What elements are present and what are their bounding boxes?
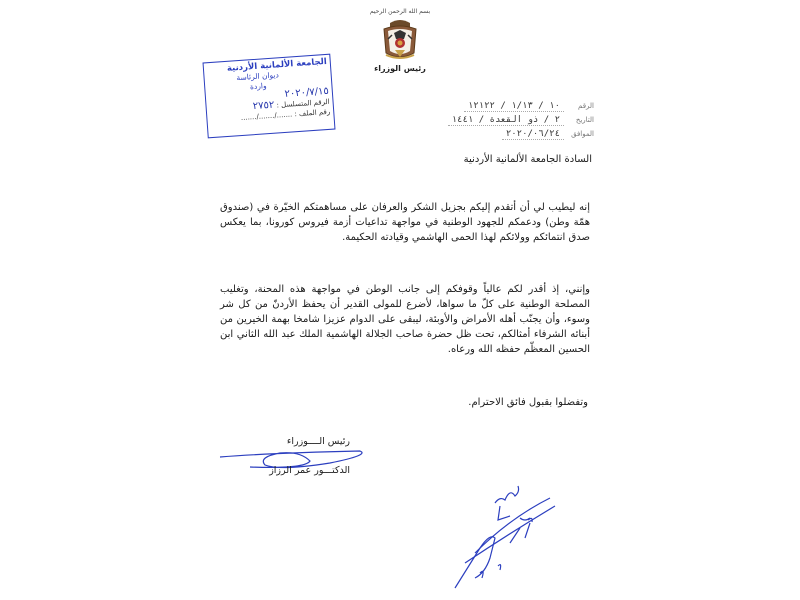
signatory-name: الدكتـــور عمر الرزاز bbox=[269, 465, 350, 476]
handwritten-note-icon bbox=[450, 478, 560, 598]
stamp-file-row: رقم الملف : ......./......./....... bbox=[240, 107, 331, 123]
closing-line: وتفضلوا بقبول فائق الاحترام. bbox=[468, 397, 588, 408]
incoming-stamp bbox=[203, 54, 336, 139]
gregorian-date-value: ٢٠٢٠/٠٦/٢٤ bbox=[502, 129, 564, 140]
signatory-title: رئيس الــــوزراء bbox=[286, 436, 350, 447]
stamp-institution: الجامعة الألمانية الأردنية bbox=[226, 56, 328, 74]
reference-block bbox=[426, 99, 594, 141]
hijri-date-value: ٢ / ذو القعدة / ١٤٤١ bbox=[448, 115, 564, 126]
reference-number-label: الرقم bbox=[578, 102, 594, 110]
stamp-serial-value: ٢٧٥٢ bbox=[252, 99, 275, 113]
reference-number-row bbox=[426, 99, 594, 113]
hijri-date-label: التاريخ bbox=[575, 116, 594, 124]
coat-of-arms-icon bbox=[380, 17, 420, 63]
stamp-date: ٢٠٢٠/٧/١٥ bbox=[284, 85, 330, 100]
gregorian-date-row bbox=[426, 127, 594, 141]
body-paragraph-2: وإنني، إذ أقدر لكم عالياً وقوفكم إلى جانب الوطن في مواجهة هذه المحنة، وتغليب المصلحة الوطنية على كلّ ما سواها، لأضرع للمولى القدير أن يحفظ الأردنّ من كل شر وسوء، وأن يجنّب أهله الأمراض والأوبئة، ليبقى على الدوام عزيزا شامخا بهمة الخيرين من أبنائه الشرفاء أمثالكم، تحت ظل حضرة صاحب الجلالة الهاشمية الملك عبد الله الثاني ابن الحسين المعظّم حفظه الله ورعاه. bbox=[220, 284, 590, 355]
gregorian-date-label: الموافق bbox=[571, 130, 594, 138]
stamp-type: واردة bbox=[249, 81, 267, 92]
body-paragraph-1: إنه ليطيب لي أن أتقدم إليكم بجزيل الشكر والعرفان على مساهمتكم الخيّرة في (صندوق همّة وطن) ودعمكم للجهود الوطنية في مواجهة تداعيات أزمة فيروس كورونا، بما يعكس صدق انتمائكم وولائكم لهذا الحمى الهاشمي وقيادته الحكيمة. bbox=[220, 202, 590, 243]
basmala-text: بسم الله الرحمن الرحيم bbox=[369, 8, 431, 15]
stamp-file-label: رقم الملف : bbox=[294, 107, 331, 119]
reference-number-value: ١٠ / ١/١٣ / ١٢١٢٢ bbox=[464, 101, 564, 112]
recipient-line: السادة الجامعة الألمانية الأردنية bbox=[463, 154, 592, 165]
stamp-department: ديوان الرئاسة bbox=[236, 70, 280, 83]
office-title: رئيس الوزراء bbox=[374, 64, 426, 73]
letterhead-emblem bbox=[362, 8, 438, 86]
hijri-date-row bbox=[426, 113, 594, 127]
stamp-serial-label: الرقم المتسلسل : bbox=[276, 97, 330, 110]
